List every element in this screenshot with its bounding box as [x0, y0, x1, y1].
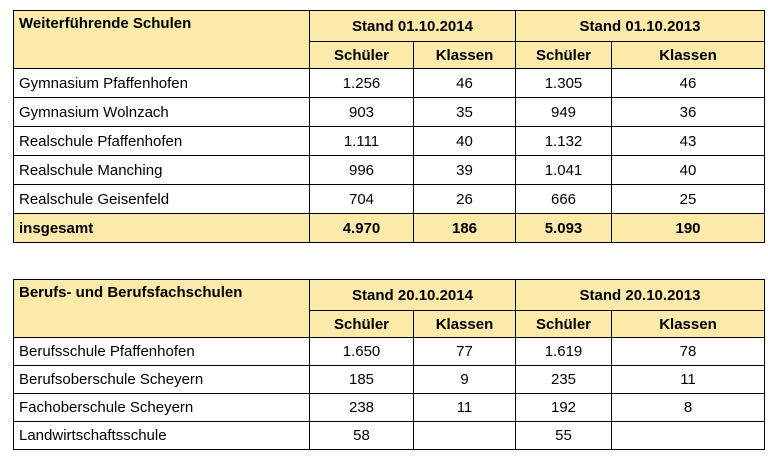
students-2013: 55: [516, 422, 612, 450]
students-2013: 1.305: [516, 69, 612, 98]
students-2014: 704: [310, 185, 414, 214]
students-2013: 666: [516, 185, 612, 214]
total-row: [14, 214, 765, 243]
table-title: Weiterführende Schulen: [14, 11, 310, 69]
school-name: Realschule Pfaffenhofen: [14, 127, 310, 156]
students-2014: 996: [310, 156, 414, 185]
students-2014: 1.111: [310, 127, 414, 156]
classes-2013: 36: [612, 98, 765, 127]
period-header: Stand 20.10.2013: [516, 280, 765, 311]
column-header-schueler: Schüler: [516, 311, 612, 338]
classes-2013: [612, 422, 765, 450]
column-header-schueler: Schüler: [310, 311, 414, 338]
column-header-klassen: Klassen: [612, 311, 765, 338]
total-students-2014: 4.970: [310, 214, 414, 243]
table-row: [14, 98, 765, 127]
students-2014: 58: [310, 422, 414, 450]
classes-2013: 25: [612, 185, 765, 214]
classes-2013: 43: [612, 127, 765, 156]
table-title: Berufs- und Berufsfachschulen: [14, 280, 310, 338]
total-students-2013: 5.093: [516, 214, 612, 243]
students-2013: 1.041: [516, 156, 612, 185]
column-header-klassen: Klassen: [414, 42, 516, 69]
school-name: Landwirtschaftsschule: [14, 422, 310, 450]
total-classes-2013: 190: [612, 214, 765, 243]
students-2013: 1.132: [516, 127, 612, 156]
school-name: Realschule Geisenfeld: [14, 185, 310, 214]
classes-2013: 46: [612, 69, 765, 98]
table-row: [14, 366, 765, 394]
school-name: Gymnasium Wolnzach: [14, 98, 310, 127]
school-name: Gymnasium Pfaffenhofen: [14, 69, 310, 98]
classes-2014: 77: [414, 338, 516, 366]
period-header: Stand 01.10.2014: [310, 11, 516, 42]
school-name: Fachoberschule Scheyern: [14, 394, 310, 422]
students-2014: 1.256: [310, 69, 414, 98]
period-header: Stand 01.10.2013: [516, 11, 765, 42]
column-header-klassen: Klassen: [612, 42, 765, 69]
table-row: [14, 156, 765, 185]
students-2014: 1.650: [310, 338, 414, 366]
table-row: [14, 127, 765, 156]
classes-2014: 11: [414, 394, 516, 422]
header-row: [14, 11, 765, 42]
vocational-schools-table: [13, 279, 765, 450]
classes-2014: 40: [414, 127, 516, 156]
school-name: Berufsoberschule Scheyern: [14, 366, 310, 394]
classes-2013: 40: [612, 156, 765, 185]
students-2014: 903: [310, 98, 414, 127]
table-row: [14, 185, 765, 214]
classes-2014: 9: [414, 366, 516, 394]
classes-2013: 78: [612, 338, 765, 366]
table-row: [14, 69, 765, 98]
classes-2013: 11: [612, 366, 765, 394]
secondary-schools-table: [13, 10, 765, 243]
students-2014: 238: [310, 394, 414, 422]
column-header-schueler: Schüler: [310, 42, 414, 69]
classes-2013: 8: [612, 394, 765, 422]
classes-2014: 35: [414, 98, 516, 127]
students-2014: 185: [310, 366, 414, 394]
school-name: Berufsschule Pfaffenhofen: [14, 338, 310, 366]
period-header: Stand 20.10.2014: [310, 280, 516, 311]
column-header-klassen: Klassen: [414, 311, 516, 338]
students-2013: 949: [516, 98, 612, 127]
total-classes-2014: 186: [414, 214, 516, 243]
classes-2014: 26: [414, 185, 516, 214]
school-name: Realschule Manching: [14, 156, 310, 185]
classes-2014: [414, 422, 516, 450]
students-2013: 1.619: [516, 338, 612, 366]
students-2013: 235: [516, 366, 612, 394]
table-row: [14, 422, 765, 450]
table-row: [14, 394, 765, 422]
classes-2014: 46: [414, 69, 516, 98]
table-row: [14, 338, 765, 366]
classes-2014: 39: [414, 156, 516, 185]
students-2013: 192: [516, 394, 612, 422]
total-label: insgesamt: [14, 214, 310, 243]
column-header-schueler: Schüler: [516, 42, 612, 69]
header-row: [14, 280, 765, 311]
